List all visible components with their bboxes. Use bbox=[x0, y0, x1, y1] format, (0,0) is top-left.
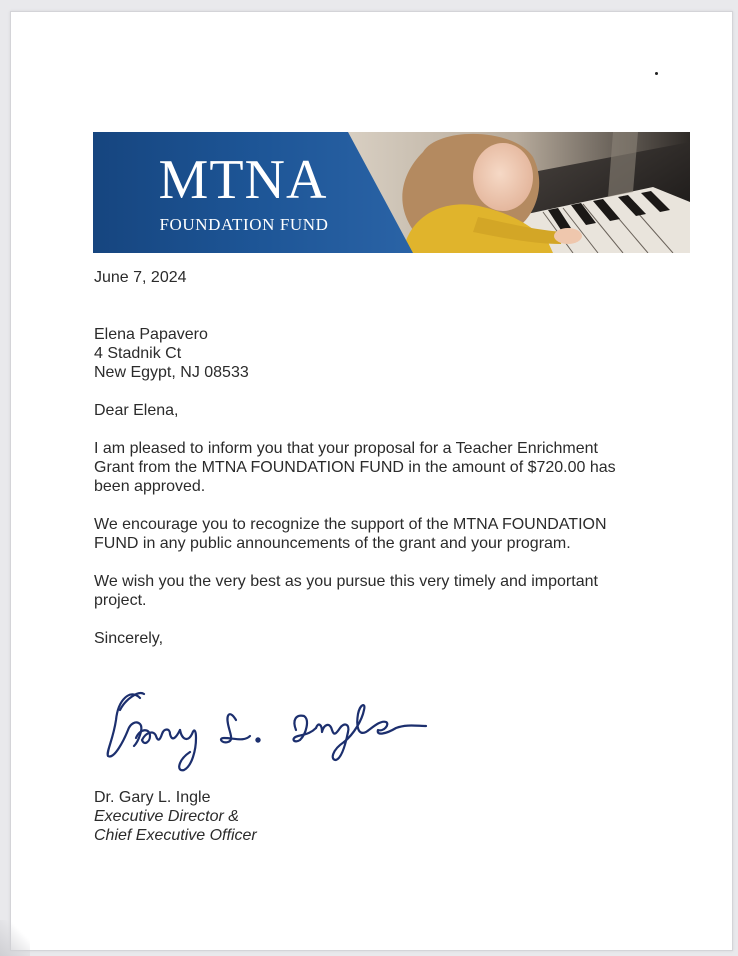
paragraph-3-line-2: project. bbox=[94, 592, 147, 609]
signer-title-line-1: Executive Director & bbox=[94, 808, 239, 825]
page-corner-shadow bbox=[0, 920, 30, 956]
paragraph-1-line-3: been approved. bbox=[94, 478, 206, 495]
recipient-city: New Egypt, NJ 08533 bbox=[94, 364, 249, 381]
signer-title-line-2: Chief Executive Officer bbox=[94, 827, 257, 844]
letterhead-banner bbox=[93, 132, 690, 253]
paragraph-2-line-1: We encourage you to recognize the support of the MTNA FOUNDATION bbox=[94, 516, 607, 533]
letter-date: June 7, 2024 bbox=[94, 269, 187, 286]
paragraph-3-line-1: We wish you the very best as you pursue this very timely and important bbox=[94, 573, 598, 590]
recipient-name: Elena Papavero bbox=[94, 326, 208, 343]
page-speck bbox=[655, 72, 658, 75]
signer-name: Dr. Gary L. Ingle bbox=[94, 789, 211, 806]
paragraph-2-line-2: FUND in any public announcements of the grant and your program. bbox=[94, 535, 571, 552]
recipient-street: 4 Stadnik Ct bbox=[94, 345, 182, 362]
salutation: Dear Elena, bbox=[94, 402, 179, 419]
paragraph-1-line-1: I am pleased to inform you that your proposal for a Teacher Enrichment bbox=[94, 440, 598, 457]
letterhead-subtitle: FOUNDATION FUND bbox=[159, 215, 329, 234]
letterhead-title: MTNA bbox=[158, 149, 328, 211]
closing: Sincerely, bbox=[94, 630, 164, 647]
paragraph-1-line-2: Grant from the MTNA FOUNDATION FUND in the amount of $720.00 has bbox=[94, 459, 616, 476]
handwritten-signature bbox=[100, 680, 435, 780]
